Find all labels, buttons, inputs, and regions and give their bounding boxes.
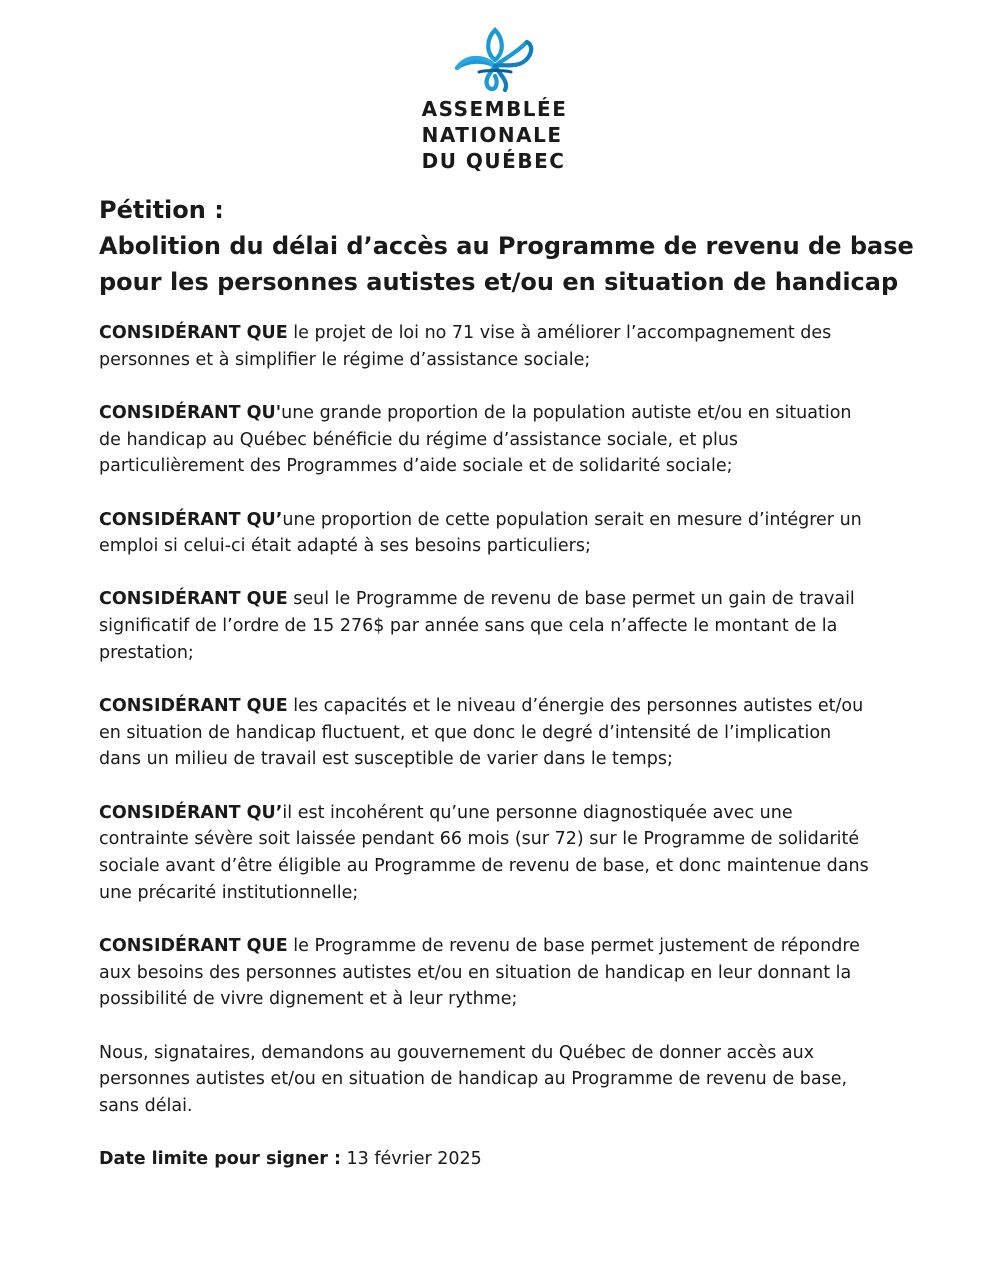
paragraph-line (99, 720, 899, 747)
paragraph-line (99, 613, 899, 640)
paragraph-text: le projet de loi no 71 vise à améliorer l’accompagnement des (287, 323, 832, 343)
petition-paragraphs (99, 320, 899, 1120)
paragraph-text: particulièrement des Programmes d’aide sociale et de solidarité sociale; (99, 456, 733, 477)
paragraph-text: une précarité institutionnelle; (99, 882, 359, 903)
title-line-1: Pétition : (99, 196, 224, 224)
paragraph-line (99, 453, 899, 480)
fleur-de-lis-icon (449, 24, 541, 94)
paragraph-lead: CONSIDÉRANT QUE (99, 589, 288, 610)
logo-line-2: NATIONALE (421, 123, 563, 147)
paragraph-line (99, 427, 899, 454)
paragraph-text: personnes autistes et/ou en situation de handicap au Programme de revenu de base, (99, 1069, 848, 1090)
paragraph-text: possibilité de vivre dignement et à leur rythme; (99, 989, 518, 1010)
paragraph-lead: CONSIDÉRANT QU’ (99, 802, 283, 823)
title-line-2: Abolition du délai d’accès au Programme de revenu de base (99, 232, 914, 260)
petition-title (99, 192, 914, 300)
paragraph-text: dans un milieu de travail est susceptible de varier dans le temps; (99, 749, 673, 770)
paragraph-line (99, 800, 899, 827)
paragraph-text: en situation de handicap fluctuent, et que donc le degré d’intensité de l’implication (99, 722, 832, 743)
considerant-paragraph (99, 800, 899, 907)
logo-line-3: DU QUÉBEC (421, 149, 566, 173)
paragraph-text: prestation; (99, 642, 194, 663)
petition-body (99, 192, 914, 1173)
paragraph-line (99, 1093, 899, 1120)
paragraph-text: personnes et à simplifier le régime d’assistance sociale; (99, 349, 591, 370)
paragraph-line (99, 853, 899, 880)
paragraph-lead: CONSIDÉRANT QUE (99, 696, 288, 717)
paragraph-line (99, 320, 899, 347)
paragraph-text: seul le Programme de revenu de base permet un gain de travail (287, 589, 855, 610)
paragraph-line (99, 986, 899, 1013)
logo-wordmark (422, 96, 568, 174)
paragraph-line (99, 746, 899, 773)
paragraph-text: de handicap au Québec bénéficie du régime d’assistance sociale, et plus (99, 429, 739, 450)
paragraph-line (99, 347, 899, 374)
paragraph-text: aux besoins des personnes autistes et/ou en situation de handicap en leur donnant la (99, 962, 852, 983)
paragraph-line (99, 693, 899, 720)
paragraph-line (99, 507, 899, 534)
paragraph-text: sans délai. (99, 1095, 193, 1116)
paragraph-text: sociale avant d’être éligible au Programme de revenu de base, et donc maintenue dans (99, 856, 869, 877)
paragraph-line (99, 826, 899, 853)
paragraph-line (99, 533, 899, 560)
paragraph-text: significatif de l’ordre de 15 276$ par année sans que cela n’affecte le montant de la (99, 616, 838, 637)
signing-deadline (99, 1146, 899, 1173)
paragraph-text: Nous, signataires, demandons au gouvernement du Québec de donner accès aux (99, 1042, 815, 1063)
considerant-paragraph (99, 400, 899, 480)
paragraph-text: une grande proportion de la population autiste et/ou en situation (281, 402, 852, 423)
paragraph-text: il est incohérent qu’une personne diagnostiquée avec une (282, 802, 793, 823)
demand-paragraph (99, 1040, 899, 1120)
paragraph-lead: CONSIDÉRANT QU’ (99, 509, 283, 530)
considerant-paragraph (99, 507, 899, 560)
paragraph-line (99, 933, 899, 960)
assemblee-nationale-logo (0, 24, 989, 174)
paragraph-text: contrainte sévère soit laissée pendant 66 mois (sur 72) sur le Programme de solidarité (99, 829, 860, 850)
paragraph-line (99, 400, 899, 427)
paragraph-text: les capacités et le niveau d’énergie des personnes autistes et/ou (287, 696, 864, 717)
paragraph-lead: CONSIDÉRANT QUE (99, 935, 288, 956)
paragraph-line (99, 960, 899, 987)
paragraph-lead: CONSIDÉRANT QU' (99, 402, 282, 423)
considerant-paragraph (99, 933, 899, 1013)
title-line-3: pour les personnes autistes et/ou en situation de handicap (99, 268, 899, 296)
paragraph-line (99, 1040, 899, 1067)
paragraph-line (99, 880, 899, 907)
paragraph-text: une proportion de cette population serait en mesure d’intégrer un (282, 509, 862, 530)
logo-line-1: ASSEMBLÉE (421, 97, 568, 121)
paragraph-text: le Programme de revenu de base permet justement de répondre (287, 935, 860, 956)
considerant-paragraph (99, 693, 899, 773)
deadline-label: Date limite pour signer : (99, 1149, 341, 1170)
deadline-date: 13 février 2025 (340, 1149, 482, 1170)
paragraph-line (99, 586, 899, 613)
paragraph-text: emploi si celui-ci était adapté à ses besoins particuliers; (99, 536, 591, 557)
paragraph-line (99, 640, 899, 667)
paragraph-lead: CONSIDÉRANT QUE (99, 323, 288, 343)
considerant-paragraph (99, 320, 899, 373)
paragraph-line (99, 1066, 899, 1093)
considerant-paragraph (99, 586, 899, 666)
